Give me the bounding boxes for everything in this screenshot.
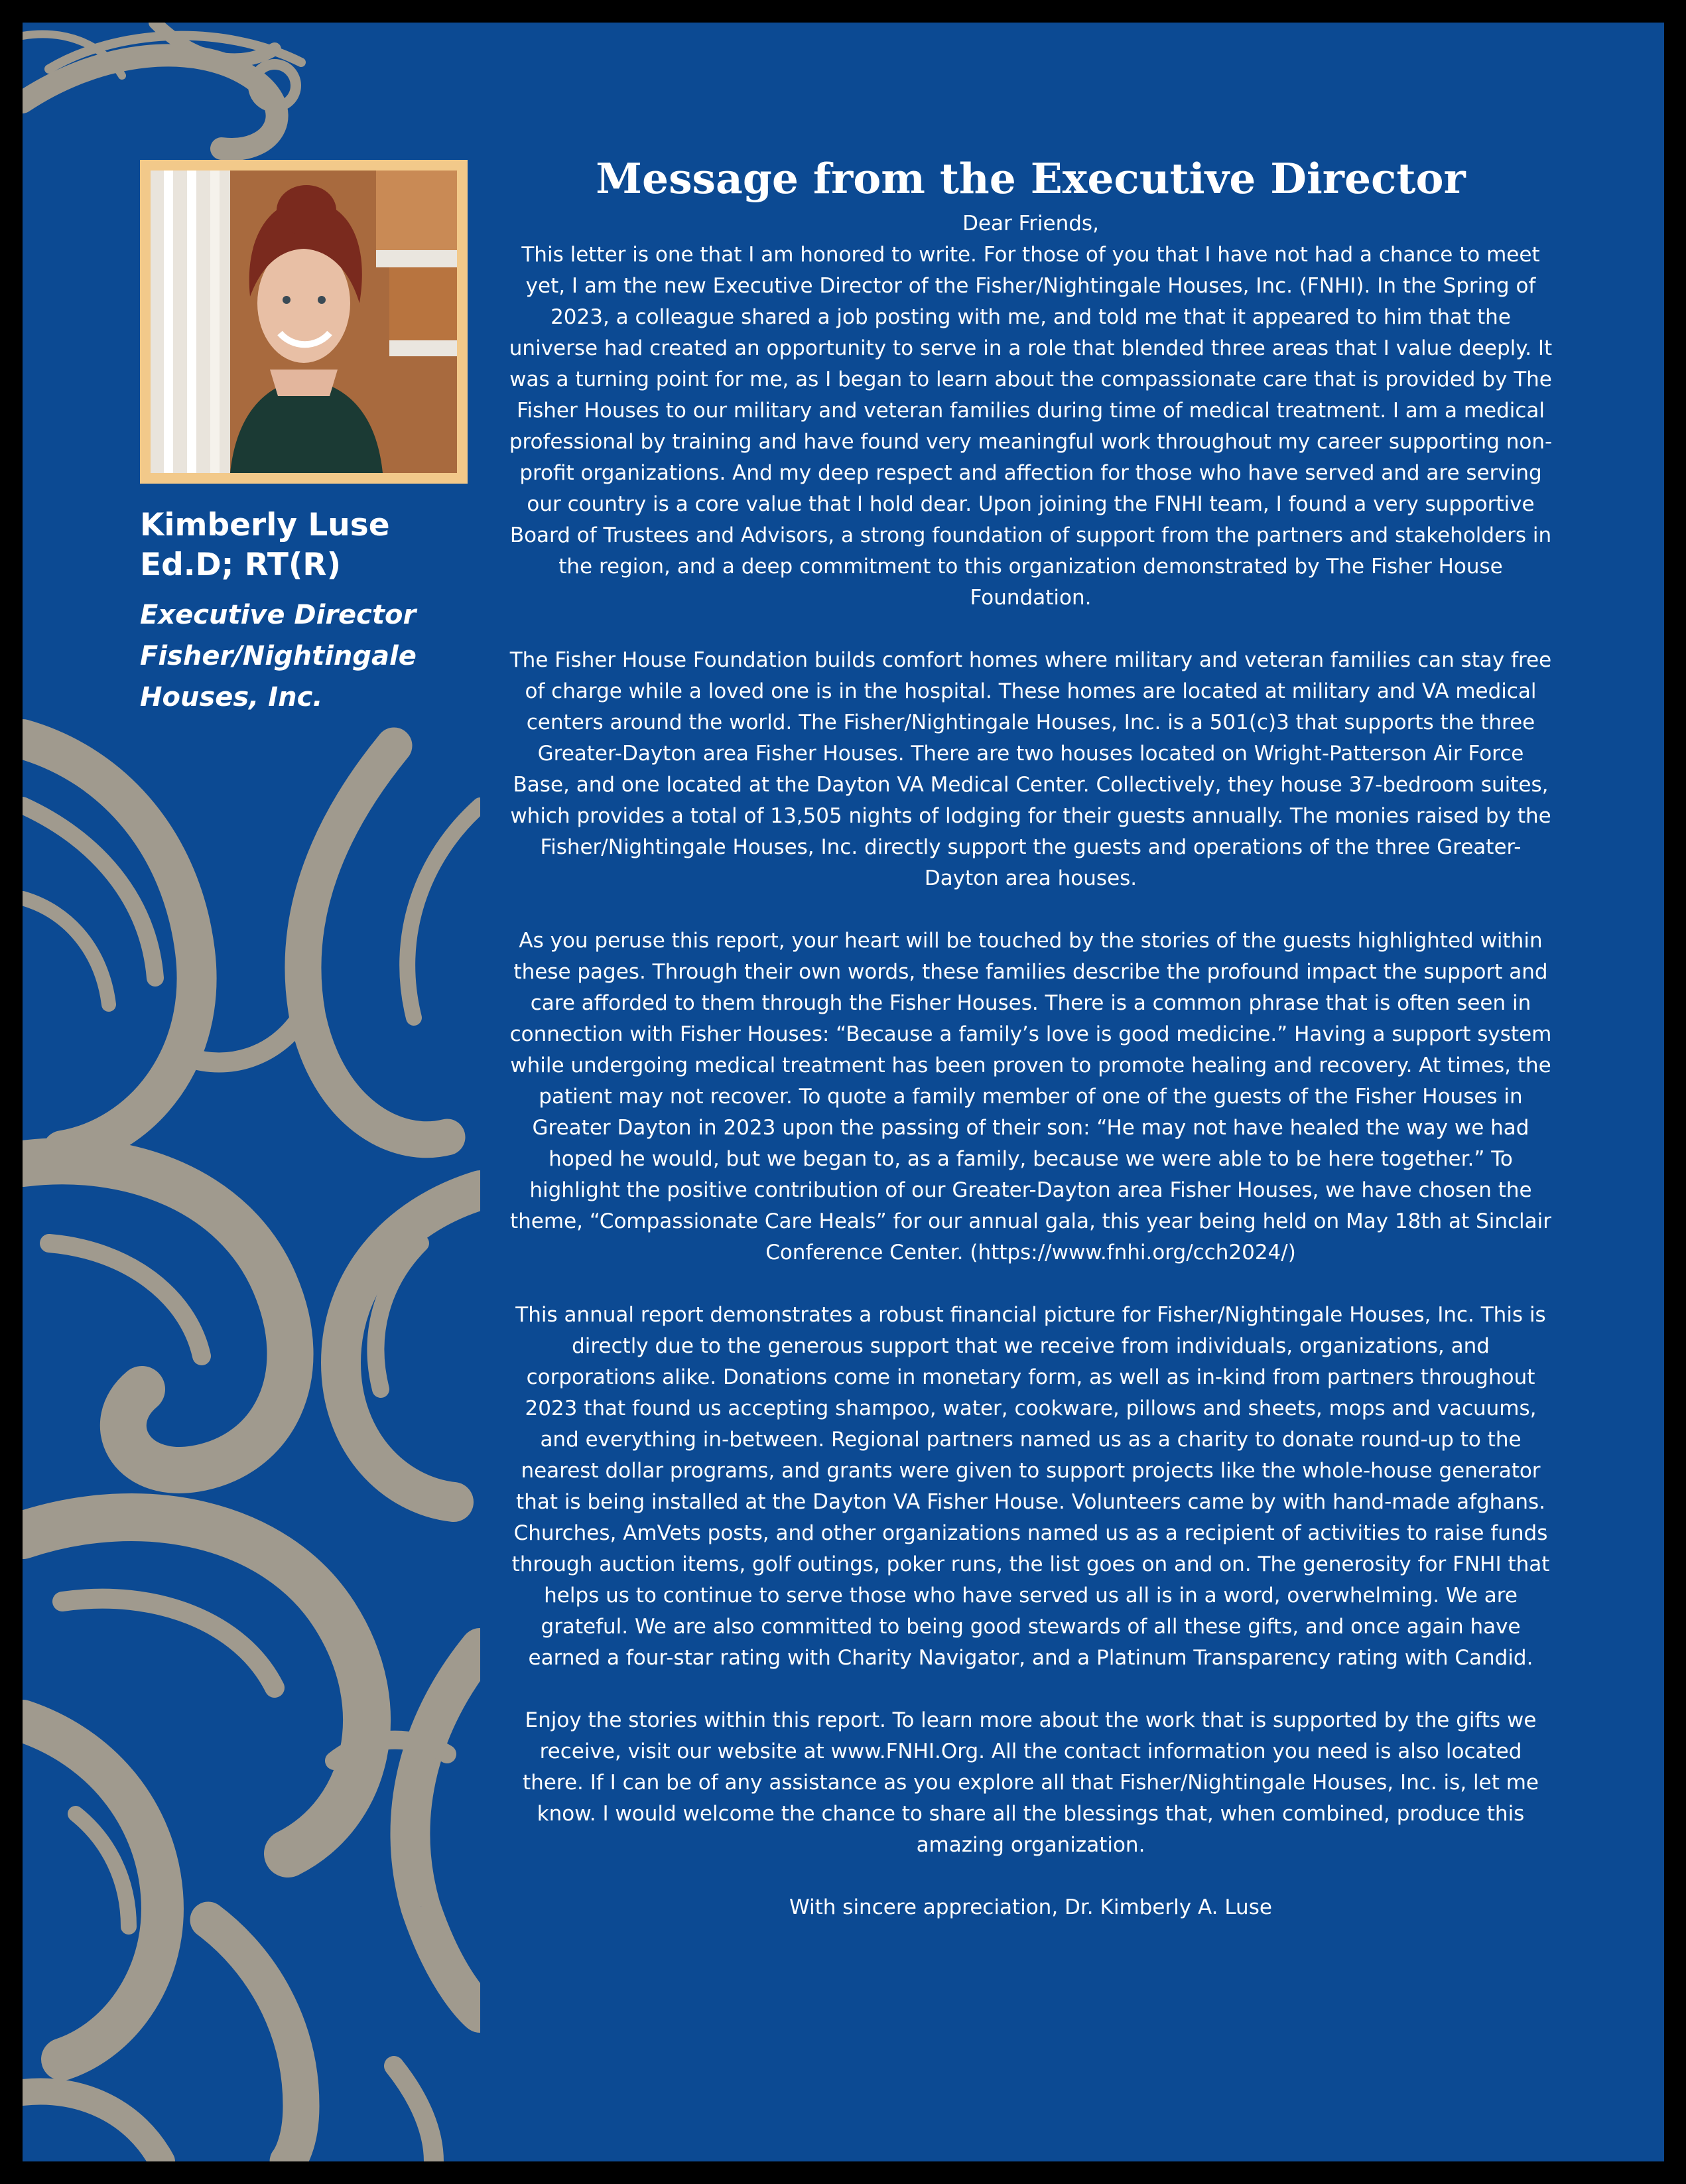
- letter-paragraph-4: This annual report demonstrates a robust financial picture for Fisher/Nightingale Houses, Inc. This is directly due to the generous support that we receive from individuals, organizations, and corporations alike. Donations come in monetary form, as well as in-kind from partners throughout 2023 that found us accepting shampoo, water, cookware, pillows and sheets, mops and vacuums, and everything in-between. Regional partners named us as a charity to donate round-up to the nearest dollar programs, and grants were given to support projects like the whole-house generator that is being installed at the Dayton VA Fisher House. Volunteers came by with hand-made afghans. Churches, AmVets posts, and other organizations named us as a recipient of activities to raise funds through auction items, golf outings, poker runs, the list goes on and on. The generosity for FNHI that helps us to continue to serve those who have served us all is in a word, overwhelming. We are grateful. We are also committed to being good stewards of all these gifts, and once again have earned a four-star rating with Charity Navigator, and a Platinum Transparency rating with Candid.: [511, 1303, 1550, 1670]
- letter-paragraph-5: Enjoy the stories within this report. To learn more about the work that is supported by the gifts we receive, visit our website at www.FNHI.Org. All the contact information you need is also located there. If I can be of any assistance as you explore all that Fisher/Nightingale Houses, Inc. is, let me know. I would welcome the chance to share all the blessings that, when combined, produce this amazing organization.: [523, 1708, 1539, 1857]
- letter-body: [507, 208, 1555, 1923]
- executive-director-portrait: [151, 171, 457, 473]
- message-content: [507, 149, 1555, 1923]
- salutation: Dear Friends,: [962, 212, 1099, 236]
- director-credentials: Ed.D; RT(R): [140, 547, 342, 583]
- letter-paragraph-1: This letter is one that I am honored to write. For those of you that I have not had a chance to meet yet, I am the new Executive Director of the Fisher/Nightingale Houses, Inc. (FNHI). In the Spring of 2023, a colleague shared a job posting with me, and told me that it appeared to him that the universe had created an opportunity to serve in a role that blended three areas that I value deeply. It was a turning point for me, as I began to learn about the compassionate care that is provided by The Fisher Houses to our military and veteran families during time of medical treatment. I am a medical professional by training and have found very meaningful work throughout my career supporting non-profit organizations. And my deep respect and affection for those who have served and are serving our country is a core value that I hold dear. Upon joining the FNHI team, I found a very supportive Board of Trustees and Advisors, a strong foundation of support from the partners and stakeholders in the region, and a deep commitment to this organization demonstrated by The Fisher House Foundation.: [509, 243, 1553, 610]
- director-title: [140, 594, 485, 718]
- letter-paragraph-2: The Fisher House Foundation builds comfort homes where military and veteran families can stay free of charge while a loved one is in the hospital. These homes are located at military and VA medical centers around the world. The Fisher/Nightingale Houses, Inc. is a 501(c)3 that supports the three Greater-Dayton area Fisher Houses. There are two houses located on Wright-Patterson Air Force Base, and one located at the Dayton VA Medical Center. Collectively, they house 37-bedroom suites, which provides a total of 13,505 nights of lodging for their guests annually. The monies raised by the Fisher/Nightingale Houses, Inc. directly support the guests and operations of the three Greater-Dayton area houses.: [509, 648, 1552, 890]
- report-page: [23, 23, 1664, 2161]
- title-line-2: Fisher/Nightingale: [140, 641, 417, 671]
- director-name: Kimberly Luse: [140, 507, 390, 543]
- profile-block: [140, 506, 485, 718]
- page-title: Message from the Executive Director: [596, 154, 1466, 203]
- title-line-1: Executive Director: [140, 600, 417, 630]
- portrait-frame: [140, 160, 468, 484]
- title-line-3: Houses, Inc.: [140, 682, 323, 713]
- letter-paragraph-3: As you peruse this report, your heart will be touched by the stories of the guests highlighted within these pages. Through their own words, these families describe the profound impact the support and care afforded to them through the Fisher Houses. There is a common phrase that is often seen in connection with Fisher Houses: “Because a family’s love is good medicine.” Having a support system while undergoing medical treatment has been proven to promote healing and recovery. At times, the patient may not recover. To quote a family member of one of the guests of the Fisher Houses in Greater Dayton in 2023 upon the passing of their son: “He may not have healed the way we had hoped he would, but we began to, as a family, because we were able to be here together.” To highlight the positive contribution of our Greater-Dayton area Fisher Houses, we have chosen the theme, “Compassionate Care Heals” for our annual gala, this year being held on May 18th at Sinclair Conference Center. (https://www.fnhi.org/cch2024/): [509, 929, 1552, 1264]
- letter-closing: With sincere appreciation, Dr. Kimberly A. Luse: [789, 1895, 1272, 1919]
